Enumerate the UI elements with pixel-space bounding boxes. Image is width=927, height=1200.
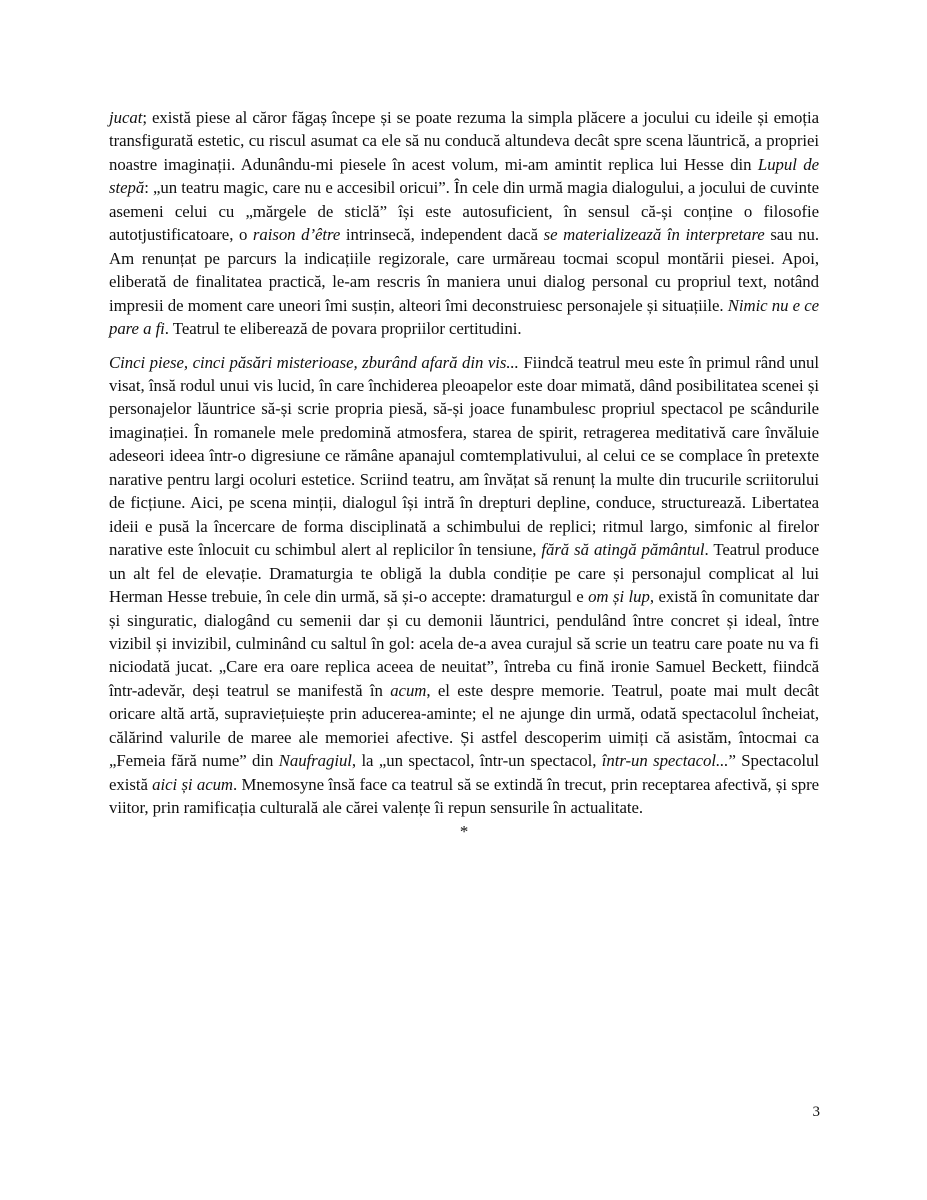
text-run: , el este despre memorie. Teatrul, poate mai mult decât oricare altă artă, supraviețuiește prin aducerea-aminte; el ne ajunge din urmă, odată spectacolul încheiat, călărind valurile de maree ale memoriei afective. Și astfel descoperim uimiți că asistăm, întocmai ca „Femeia fără nume” din — [109, 680, 819, 771]
text-run: intrinsecă, independent dacă — [340, 225, 544, 245]
paragraph-1 — [109, 106, 819, 341]
italic-text-run: aici și acum — [152, 774, 234, 794]
italic-text-run: într-un spectacol... — [601, 751, 729, 771]
italic-text-run: Nimic nu e ce pare a fi — [109, 295, 820, 339]
italic-text-run: Cinci piese, cinci păsări misterioase, zburând afară din vis... — [109, 352, 519, 372]
text-run: : „un teatru magic, care nu e accesibil oricui”. În cele din urmă magia dialogului, a jocului de cuvinte asemeni celui cu „mărgele de sticlă” își este autosuficient, în sensul că-și conține o filosofie autotjustificatoare, o — [109, 178, 819, 245]
body-text — [109, 106, 819, 843]
page-number: 3 — [812, 1104, 820, 1120]
italic-text-run: Lupul de stepă — [109, 154, 819, 198]
text-run: sau nu. Am renunțat pe parcurs la indicațiile regizorale, care urmăreau tocmai scopul montării piesei. Apoi, eliberată de finalitatea practică, le-am rescris în maniera unui dialog personal cu propriul text, notând impresii de moment care uneori îmi susțin, alteori îmi deconstruiesc personajele și situațiile. — [109, 225, 819, 315]
paragraph-2 — [109, 351, 819, 820]
text-run: . Teatrul produce un alt fel de elevație. Dramaturgia te obligă la dubla condiție pe care și personajul complicat al lui Herman Hesse trebuie, în cele din urmă, să și-o accepte: dramaturgul e — [109, 540, 819, 607]
italic-text-run: acum — [390, 680, 427, 700]
text-run: , la „un spectacol, într-un spectacol, — [351, 751, 602, 771]
text-run: . Teatrul te eliberează de povara propriilor certitudini. — [164, 319, 522, 339]
italic-text-run: om și lup — [588, 587, 650, 607]
text-run: Fiindcă teatrul meu este în primul rând unul visat, însă rodul unui vis lucid, în care închiderea pleoapelor este doar mimată, dând posibilitatea scenei și personajelor lăuntrice să-și scrie propria piesă, să-și joace funambulesc propriul spectacol pe scândurile imaginației. În romanele mele predomină atmosfera, starea de spirit, retragerea meditativă care învăluie adeseori ideea într-o digresiune ce rămâne apanajul comtemplativului, al celui ce se complace în pretexte narative pentru largi ocoluri estetice. Scriind teatru, am învățat să renunț la multe din trucurile scriitorului de ficțiune. Aici, pe scena minții, dialogul își intră în drepturi depline, conduce, structurează. Libertatea ideii e pusă la încercare de forma disciplinată a schimbului de replici; ritmul largo, simfonic al firelor narative este înlocuit cu schimbul alert al replicilor în tensiune, — [109, 352, 819, 560]
italic-text-run: raison d’être — [252, 225, 341, 245]
italic-text-run: jucat — [109, 108, 143, 127]
italic-text-run: se materializează în interpretare — [543, 225, 765, 245]
text-run: , există în comunitate dar și singuratic, dialogând cu semenii dar și cu demonii lăuntrici, pendulând între concret și ideal, între vizibil și invizibil, culminând cu saltul în gol: acela de-a avea curajul să scrie un teatru care poate nu va fi niciodată jucat. „Care era oare replica aceea de neuitat”, întreba cu fină ironie Samuel Beckett, fiindcă într-adevăr, deși teatrul se manifestă în — [109, 587, 819, 700]
text-run: ” Spectacolul există — [109, 751, 819, 794]
text-run: ; există piese al căror făgaș începe și se poate rezuma la simpla plăcere a jocului cu ideile și emoția transfigurată estetic, cu riscul asumat ca ele să nu conducă altundeva decât spre scena lăuntrică, a propriei noastre imaginații. Adunându-mi piesele în acest volum, mi-am amintit replica lui Hesse din — [109, 108, 819, 174]
text-run: . Mnemosyne însă face ca teatrul să se extindă în trecut, prin receptarea afectivă, și spre viitor, prin ramificația culturală ale cărei valențe îi repun sensurile în actualitate. — [109, 774, 820, 818]
italic-text-run: Naufragiul — [278, 751, 352, 771]
section-separator: * — [459, 821, 469, 841]
italic-text-run: fără să atingă pământul — [541, 540, 705, 560]
